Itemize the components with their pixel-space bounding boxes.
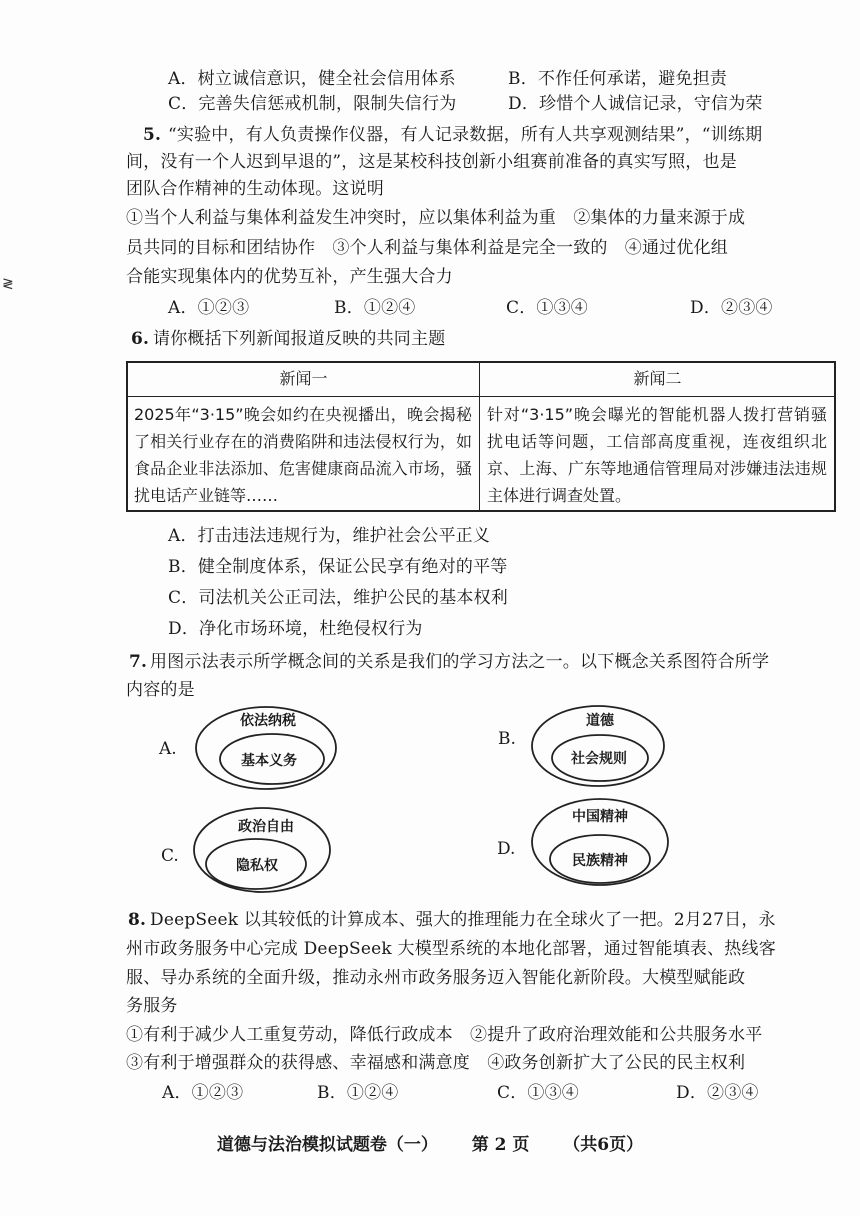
table-header-news-1: 新闻一 (279, 369, 328, 388)
footer-total-pages: （共6页） (563, 1135, 644, 1155)
q6-option-a: A．打击违法违规行为，维护社会公平正义 (168, 526, 491, 546)
prev-option-d: D．珍惜个人诚信记录，守信为荣 (508, 94, 763, 114)
diagram-b-outer-label: 道德 (586, 713, 614, 729)
q8-statements-line-2: ③有利于增强群众的获得感、幸福感和满意度 ④政务创新扩大了公民的民主权利 (126, 1053, 746, 1073)
q5-stem-line-3: 团队合作精神的生动体现。这说明 (126, 179, 384, 199)
q7-number: 7. (129, 652, 148, 672)
table-column-divider (479, 363, 480, 510)
binding-edge-mark: ≷ (2, 276, 14, 292)
diagram-a-outer-label: 依法纳税 (240, 713, 296, 729)
q6-option-d: D．净化市场环境，杜绝侵权行为 (168, 619, 423, 639)
q6-option-b: B．健全制度体系，保证公民享有绝对的平等 (168, 557, 508, 577)
diagram-a-inner-label: 基本义务 (241, 753, 297, 769)
prev-option-b: B．不作任何承诺，避免担责 (508, 69, 728, 89)
q6-stem: 请你概括下列新闻报道反映的共同主题 (153, 329, 446, 349)
prev-option-a: A．树立诚信意识，健全社会信用体系 (168, 69, 456, 89)
q8-stem-line-2: 州市政务服务中心完成 DeepSeek 大模型系统的本地化部署，通过智能填表、热线客 (126, 939, 776, 959)
q5-option-d: D．②③④ (690, 298, 773, 318)
footer-exam-title: 道德与法治模拟试题卷（一） (216, 1135, 438, 1155)
q6-number: 6. (131, 329, 150, 349)
diagram-c-letter: C. (161, 846, 179, 866)
q8-statements-line-1: ①有利于减少人工重复劳动，降低行政成本 ②提升了政府治理效能和公共服务水平 (126, 1025, 763, 1045)
diagram-a-letter: A. (159, 739, 177, 759)
q8-stem-line-4: 务服务 (126, 996, 178, 1016)
q5-statements-line-3: 合能实现集体内的优势互补，产生强大合力 (126, 267, 453, 287)
table-header-news-2: 新闻二 (633, 369, 682, 388)
q7-stem-line-2: 内容的是 (126, 680, 195, 700)
q5-stem-line-2: 间，没有一个人迟到早退的”，这是某校科技创新小组赛前准备的真实写照，也是 (126, 152, 737, 172)
q5-statements-line-1: ①当个人利益与集体利益发生冲突时，应以集体利益为重 ②集体的力量来源于成 (126, 208, 746, 228)
table-cell-news-2: 针对“3·15”晚会曝光的智能机器人拨打营销骚扰电话等问题，工信部高度重视，连夜组织北京、上海、广东等地通信管理局对涉嫌违法违规主体进行调查处置。 (487, 405, 827, 505)
q8-option-b: B．①②④ (317, 1083, 399, 1103)
q8-option-d: D．②③④ (676, 1083, 759, 1103)
diagram-c-inner-label: 隐私权 (236, 858, 278, 874)
diagram-b-letter: B. (498, 729, 516, 749)
q6-option-c: C．司法机关公正司法，维护公民的基本权利 (168, 588, 509, 608)
table-cell-news-1: 2025年“3·15”晚会如约在央视播出，晚会揭秘了相关行业存在的消费陷阱和违法侵权行为，如食品企业非法添加、危害健康商品流入市场，骚扰电话产业链等…… (134, 405, 472, 505)
q5-option-b: B．①②④ (334, 298, 416, 318)
q5-option-a: A．①②③ (168, 298, 250, 318)
q5-stem-line-1: “实验中，有人负责操作仪器，有人记录数据，所有人共享观测结果”，“训练期 (168, 125, 763, 145)
news-table (126, 361, 836, 512)
diagram-d-outer-label: 中国精神 (572, 809, 628, 825)
diagram-b-inner-label: 社会规则 (571, 751, 627, 767)
q5-statements-line-2: 员共同的目标和团结协作 ③个人利益与集体利益是完全一致的 ④通过优化组 (126, 238, 728, 258)
diagram-d-letter: D. (497, 839, 516, 859)
q5-option-c: C．①③④ (506, 298, 589, 318)
table-header-divider (128, 396, 834, 397)
q8-number: 8. (128, 910, 147, 930)
q5-number: 5. (143, 125, 162, 145)
q8-stem-line-1: DeepSeek 以其较低的计算成本、强大的推理能力在全球火了一把。2月27日，永 (150, 910, 776, 930)
q8-stem-line-3: 服、导办系统的全面升级，推动永州市政务服务迈入智能化新阶段。大模型赋能政 (126, 968, 746, 988)
diagram-c-outer-label: 政治自由 (238, 819, 294, 835)
prev-option-c: C．完善失信惩戒机制，限制失信行为 (168, 94, 457, 114)
q8-option-a: A．①②③ (162, 1083, 244, 1103)
footer-page-number: 第 2 页 (471, 1135, 530, 1155)
page-footer (0, 1133, 860, 1157)
q7-stem-line-1: 用图示法表示所学概念间的关系是我们的学习方法之一。以下概念关系图符合所学 (150, 652, 770, 672)
diagram-d-inner-label: 民族精神 (572, 853, 628, 869)
q8-option-c: C．①③④ (497, 1083, 580, 1103)
